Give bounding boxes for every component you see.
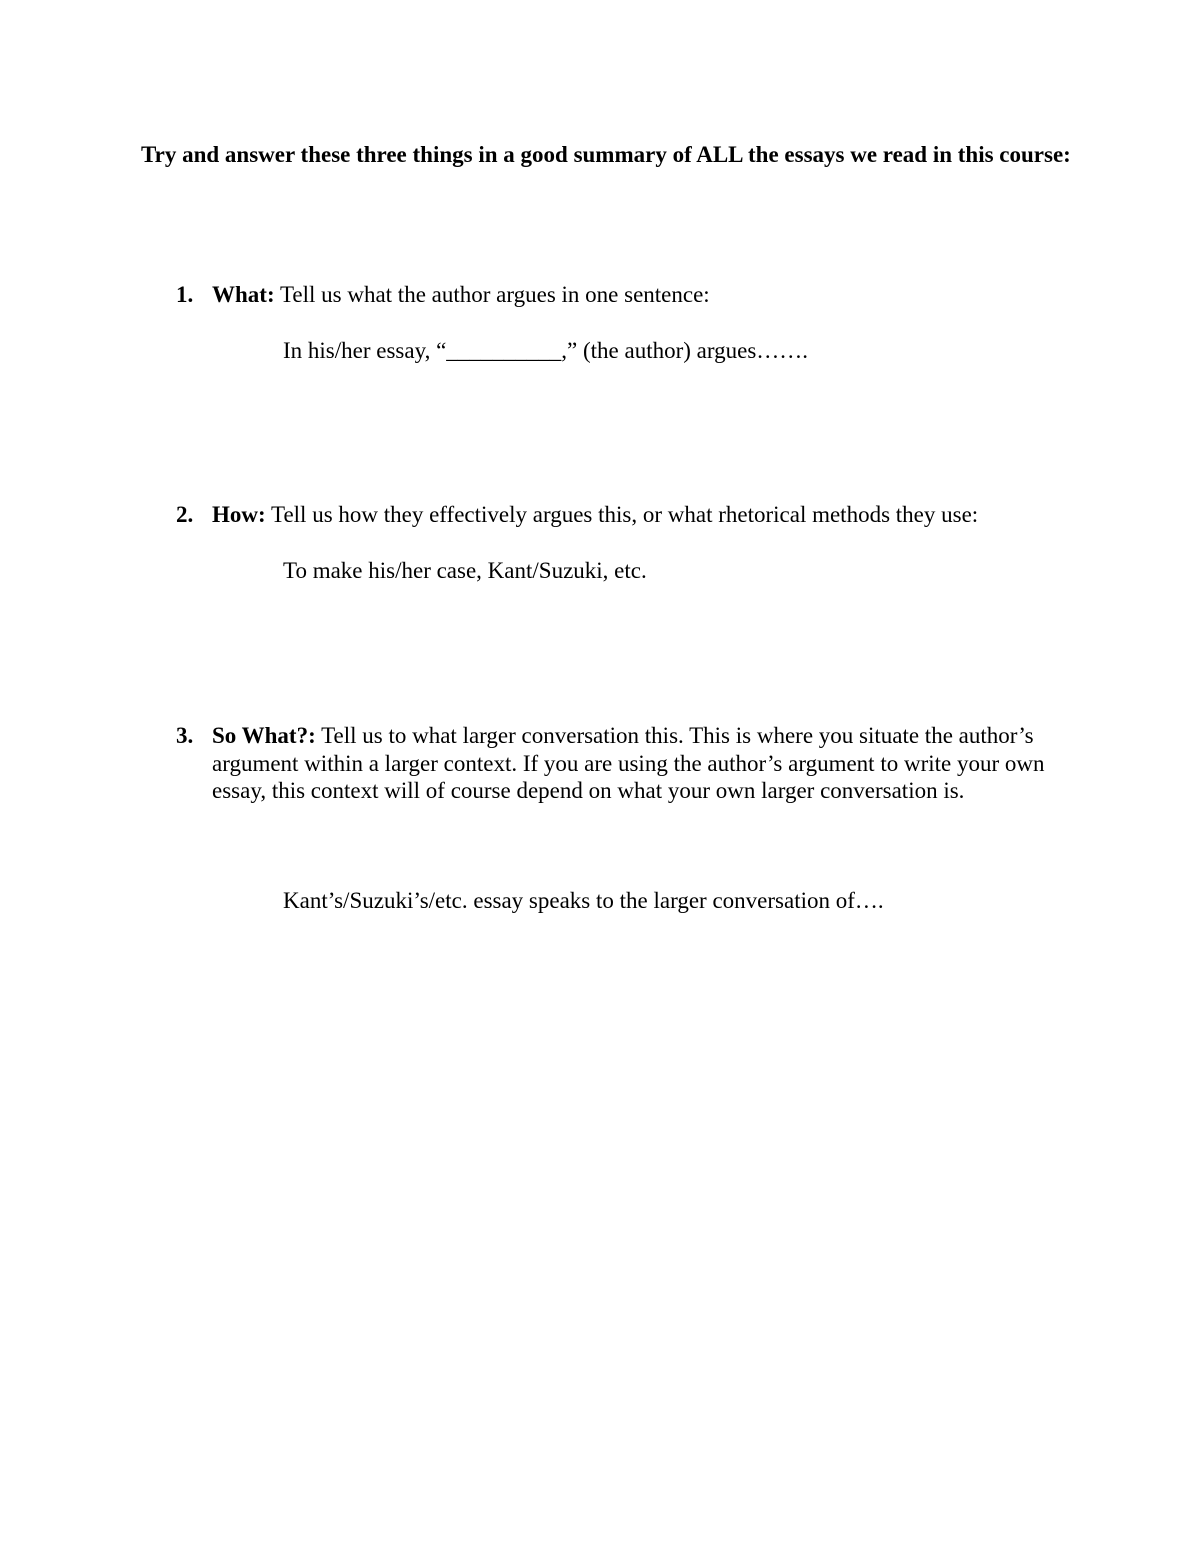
list-item-body <box>212 722 1066 805</box>
list-number: 2. <box>176 502 194 527</box>
list-number: 3. <box>176 723 194 748</box>
instructions-heading: Try and answer these three things in a good summary of ALL the essays we read in this course: <box>141 142 1071 167</box>
item-text: Tell us what the author argues in one sentence: <box>274 282 710 307</box>
list-item-body <box>212 281 1066 309</box>
list-item-so-what <box>176 722 1066 805</box>
list-item-what <box>176 281 1066 309</box>
item-text: Tell us how they effectively argues this, or what rhetorical methods they use: <box>265 502 979 527</box>
example-sentence-how: To make his/her case, Kant/Suzuki, etc. <box>283 558 647 583</box>
item-label: How: <box>212 502 266 527</box>
list-item-body <box>212 501 1066 529</box>
example-sentence-what: In his/her essay, “__________,” (the author) argues……. <box>283 338 809 363</box>
list-item-how <box>176 501 1066 529</box>
example-sentence-so-what: Kant’s/Suzuki’s/etc. essay speaks to the larger conversation of…. <box>283 888 884 913</box>
list-number: 1. <box>176 282 194 307</box>
item-text: Tell us to what larger conversation this. This is where you situate the author’s argument within a larger context. If you are using the author’s argument to write your own essay, this context will of course depend on what your own larger conversation is. <box>212 723 1045 803</box>
item-label: So What?: <box>212 723 316 748</box>
item-label: What: <box>212 282 275 307</box>
